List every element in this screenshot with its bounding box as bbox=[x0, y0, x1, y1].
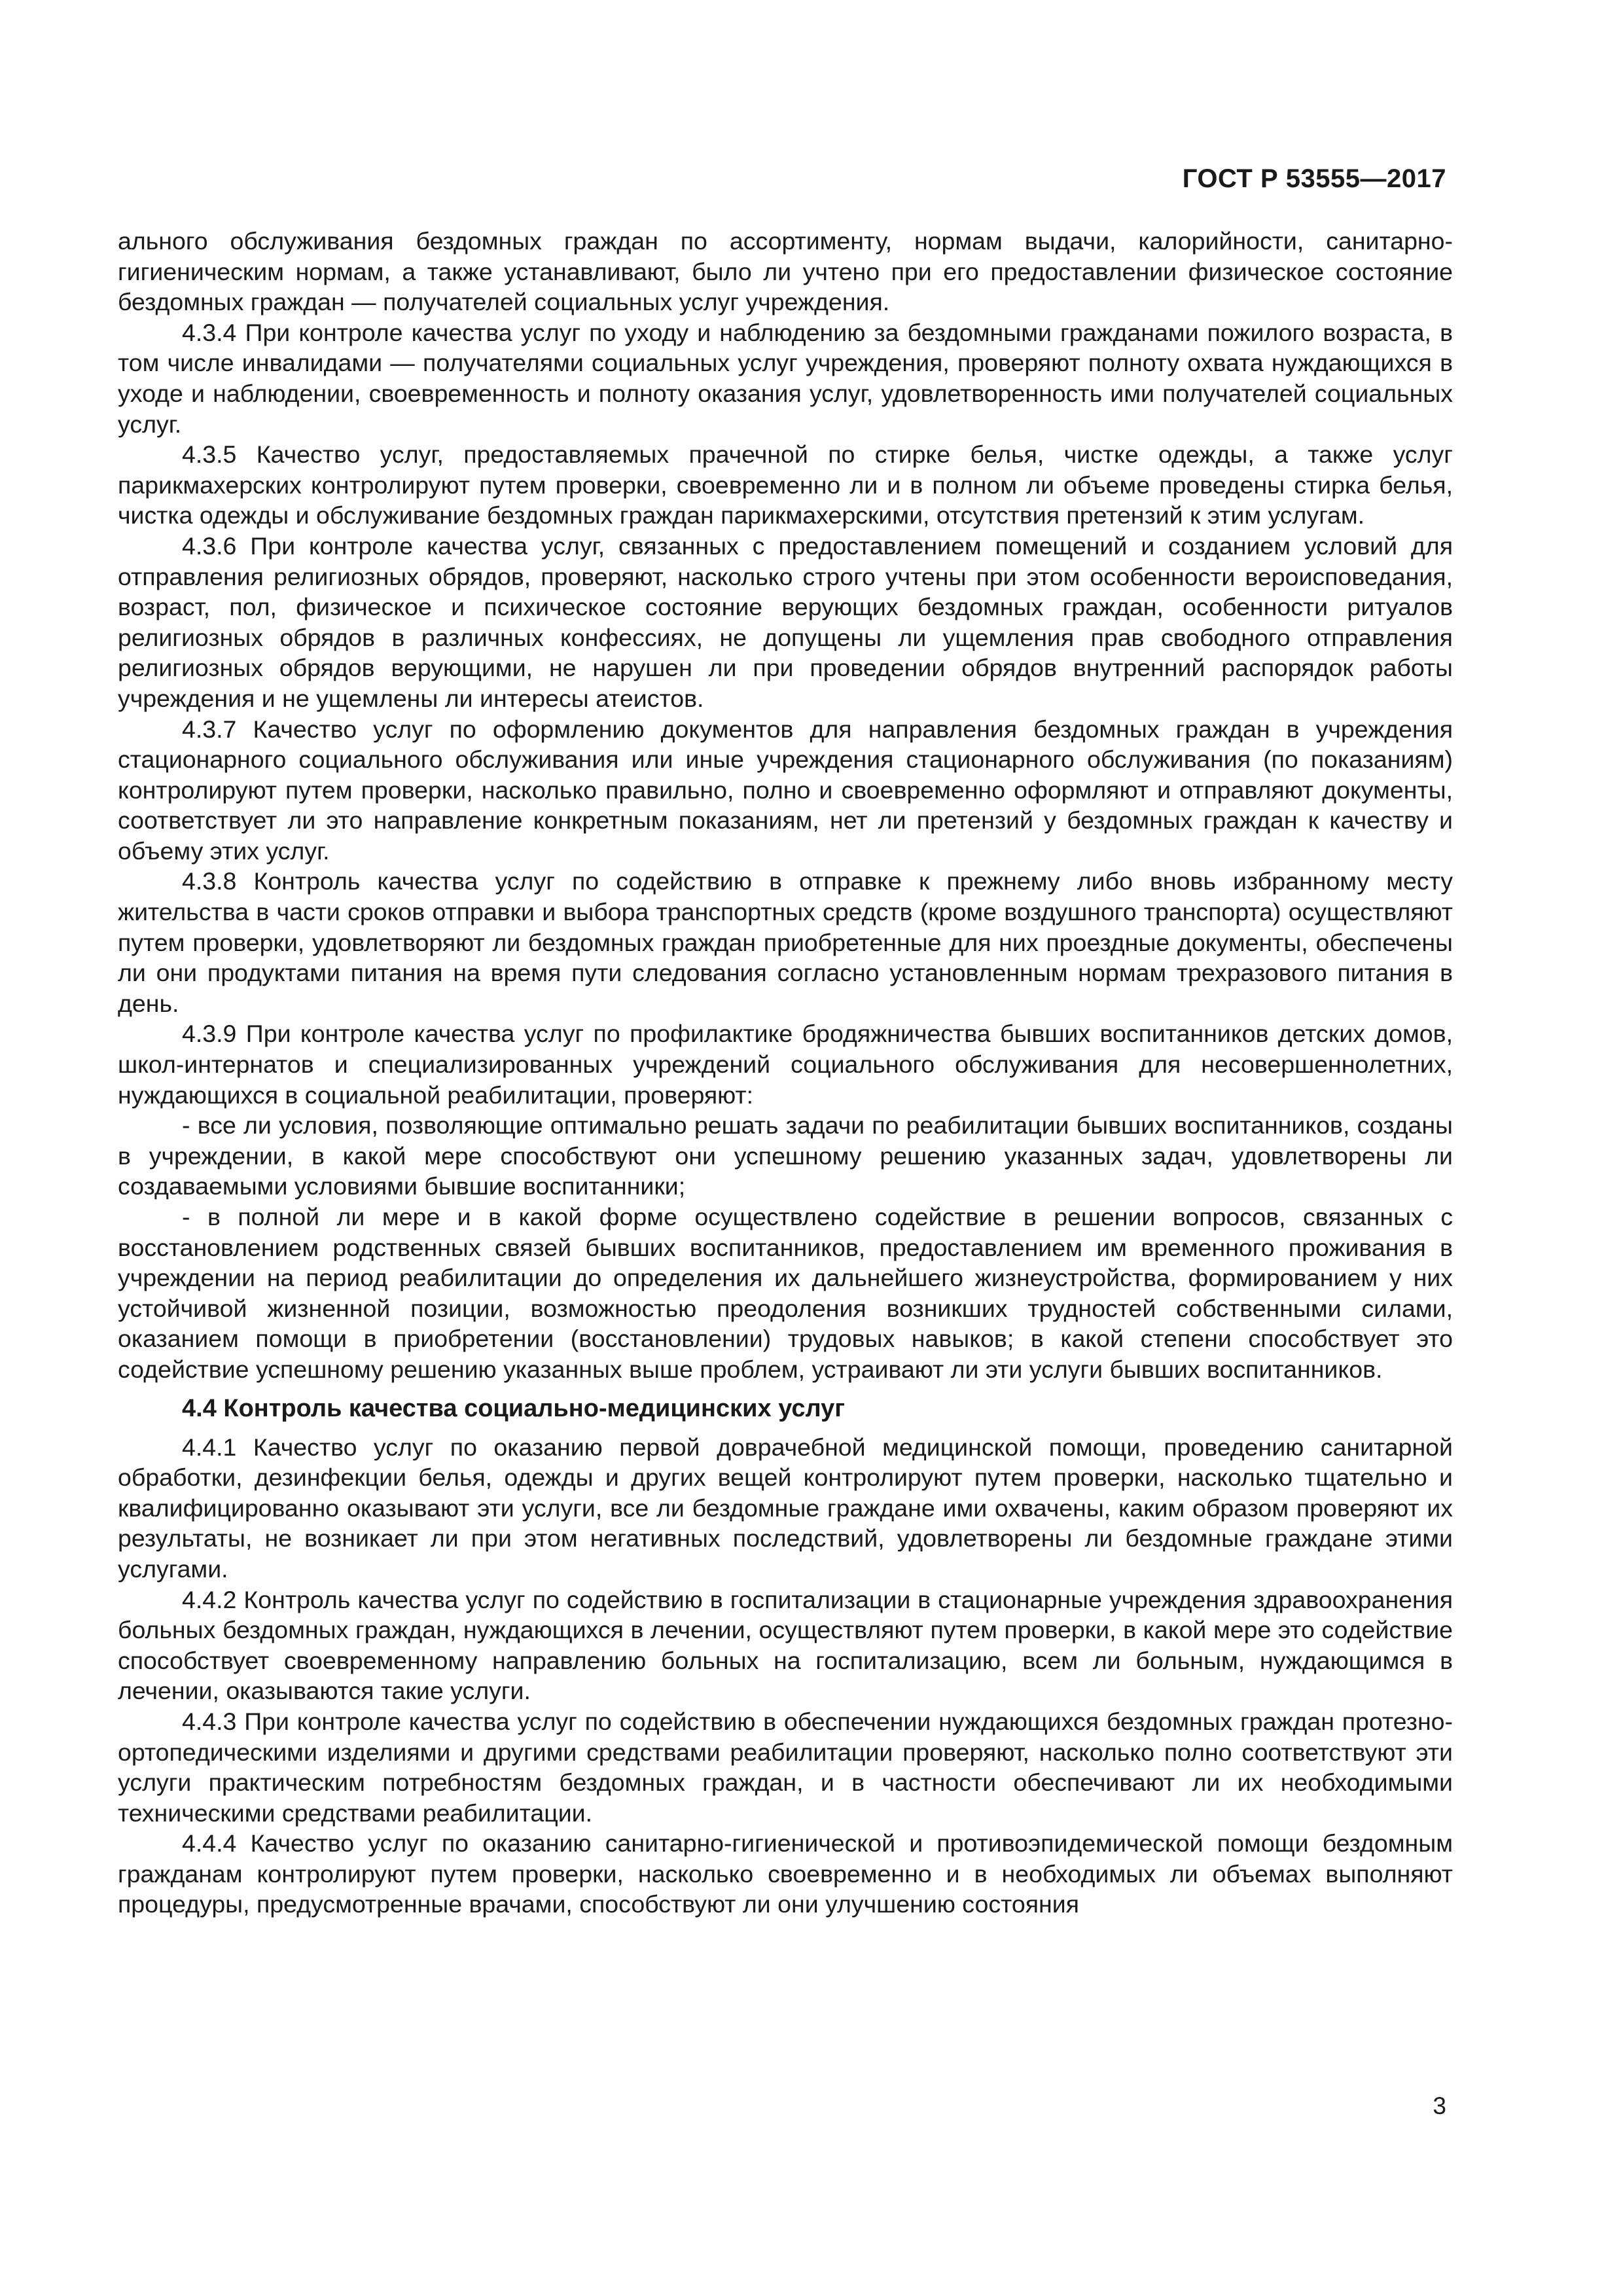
paragraph-4-4-3: 4.4.3 При контроле качества услуг по содействию в обеспечении нуждающихся бездомных граждан протезно-ортопедическими изделиями и другими средствами реабилитации проверяют, насколько полно соответствуют эти услуги практическим потребностям бездомных граждан, и в частности обеспечивают ли их необходимыми техническими средствами реабилитации. bbox=[118, 1707, 1453, 1827]
paragraph-4-4-1: 4.4.1 Качество услуг по оказанию первой доврачебной медицинской помощи, проведению санитарной обработки, дезинфекции белья, одежды и других вещей контролируют путем проверки, насколько тщательно и квалифицированно оказывают эти услуги, все ли бездомные граждане ими охвачены, каким образом проверяют их результаты, не возникает ли при этом негативных последствий, удовлетворены ли бездомные граждане этими услугами. bbox=[118, 1433, 1453, 1583]
paragraph-4-4-4: 4.4.4 Качество услуг по оказанию санитарно-гигиенической и противоэпидемической помощи бездомным гражданам контролируют путем проверки, насколько своевременно и в необходимых ли объемах выполняют процедуры, предусмотренные врачами, способствуют ли они улучшению состояния bbox=[118, 1829, 1453, 1918]
paragraph-4-3-7: 4.3.7 Качество услуг по оформлению документов для направления бездомных граждан в учреждения стационарного социального обслуживания или иные учреждения стационарного обслуживания (по показаниям) контролируют путем проверки, насколько правильно, полно и своевременно оформляют и отправляют документы, соответствует ли это направление конкретным показаниям, нет ли претензий у бездомных граждан к качеству и объему этих услуг. bbox=[118, 715, 1453, 865]
paragraph-4-4-2: 4.4.2 Контроль качества услуг по содействию в госпитализации в стационарные учреждения здравоохранения больных бездомных граждан, нуждающихся в лечении, осуществляют путем проверки, в какой мере это содействие способствует своевременному направлению больных на госпитализацию, всем ли больным, нуждающимся в лечении, оказываются такие услуги. bbox=[118, 1585, 1453, 1705]
document-standard-number: ГОСТ Р 53555—2017 bbox=[1182, 164, 1446, 193]
list-item-bullet-1: - все ли условия, позволяющие оптимально решать задачи по реабилитации бывших воспитанников, созданы в учреждении, в какой мере способствуют они успешному решению указанных задач, удовлетворены ли создаваемыми условиями бывшие воспитанники; bbox=[118, 1111, 1453, 1200]
paragraph-4-3-4: 4.3.4 При контроле качества услуг по уходу и наблюдению за бездомными гражданами пожилого возраста, в том числе инвалидами — получателями социальных услуг учреждения, проверяют полноту охвата нуждающихся в уходе и наблюдении, своевременность и полноту оказания услуг, удовлетворенность ими получателей социальных услуг. bbox=[118, 318, 1453, 438]
paragraph-4-3-6: 4.3.6 При контроле качества услуг, связанных с предоставлением помещений и созданием условий для отправления религиозных обрядов, проверяют, насколько строго учтены при этом особенности вероисповедания, возраст, пол, физическое и психическое состояние верующих бездомных граждан, особенности ритуалов религиозных обрядов в различных конфессиях, не допущены ли ущемления прав свободного отправления религиозных обрядов верующими, не нарушен ли при проведении обрядов внутренний распорядок работы учреждения и не ущемлены ли интересы атеистов. bbox=[118, 531, 1453, 712]
document-body bbox=[118, 226, 1453, 1920]
paragraph-continuation: ального обслуживания бездомных граждан по ассортименту, нормам выдачи, калорийности, санитарно-гигиеническим нормам, а также устанавливают, было ли учтено при его предоставлении физическое состояние бездомных граждан — получателей социальных услуг учреждения. bbox=[118, 227, 1453, 316]
list-item-bullet-2: - в полной ли мере и в какой форме осуществлено содействие в решении вопросов, связанных с восстановлением родственных связей бывших воспитанников, предоставлением им временного проживания в учреждении на период реабилитации до определения их дальнейшего жизнеустройства, формированием у них устойчивой жизненной позиции, возможностью преодоления возникших трудностей собственными силами, оказанием помощи в приобретении (восстановлении) трудовых навыков; в какой степени способствует это содействие успешному решению указанных выше проблем, устраивают ли эти услуги бывших воспитанников. bbox=[118, 1203, 1453, 1383]
section-heading-4-4: 4.4 Контроль качества социально-медицинских услуг bbox=[182, 1394, 846, 1422]
paragraph-4-3-9: 4.3.9 При контроле качества услуг по профилактике бродяжничества бывших воспитанников детских домов, школ-интернатов и специализированных учреждений социального обслуживания для несовершеннолетних, нуждающихся в социальной реабилитации, проверяют: bbox=[118, 1020, 1453, 1109]
paragraph-4-3-8: 4.3.8 Контроль качества услуг по содействию в отправке к прежнему либо вновь избранному месту жительства в части сроков отправки и выбора транспортных средств (кроме воздушного транспорта) осуществляют путем проверки, удовлетворяют ли бездомных граждан приобретенные для них проездные документы, обеспечены ли они продуктами питания на время пути следования согласно установленным нормам трехразового питания в день. bbox=[118, 867, 1453, 1017]
paragraph-4-3-5: 4.3.5 Качество услуг, предоставляемых прачечной по стирке белья, чистке одежды, а также услуг парикмахерских контролируют путем проверки, своевременно ли и в полном ли объеме проведены стирка белья, чистка одежды и обслуживание бездомных граждан парикмахерскими, отсутствия претензий к этим услугам. bbox=[118, 440, 1453, 529]
page-number: 3 bbox=[1433, 2092, 1446, 2119]
